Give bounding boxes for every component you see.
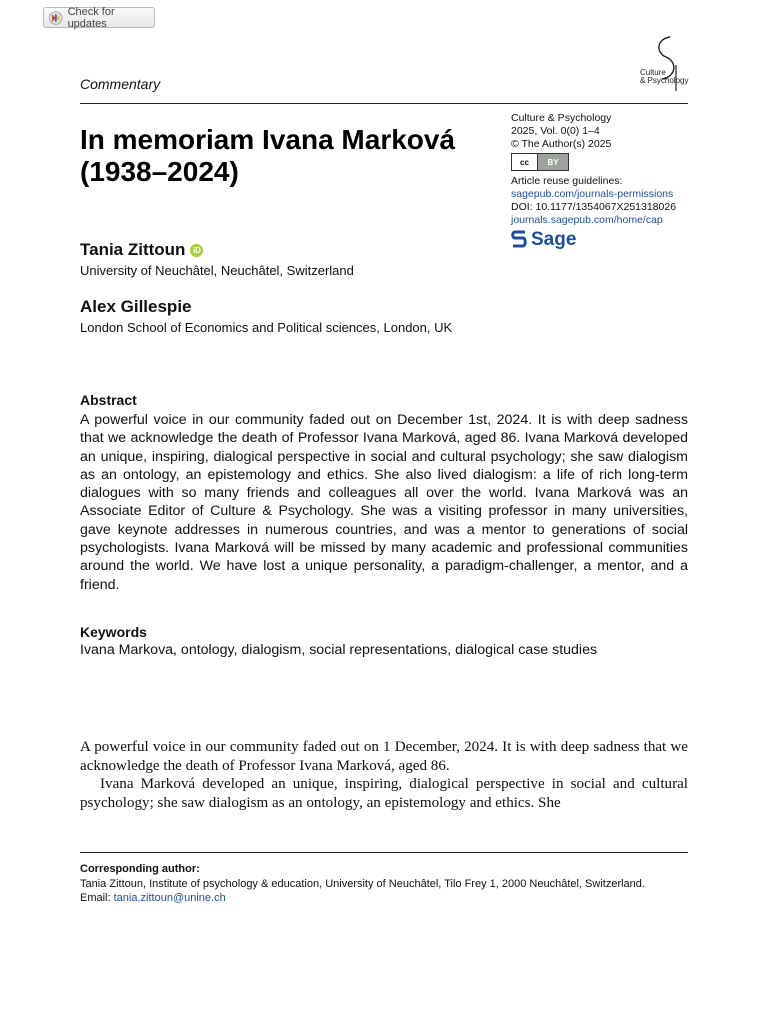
email-label: Email: [80, 892, 114, 904]
corresponding-address: Tania Zittoun, Institute of psychology & education, University of Neuchâtel, Tilo Frey 1, 2000 Neuchâtel, Switzerland. [80, 877, 645, 890]
header-rule [80, 103, 688, 104]
reuse-label: Article reuse guidelines: [511, 175, 623, 187]
body-paragraph: A powerful voice in our community faded out on 1 December, 2024. It is with deep sadness that we acknowledge the death of Professor Ivana Marková, aged 86. [80, 739, 688, 774]
doi: DOI: 10.1177/1354067X251318026 [511, 201, 677, 213]
author-name: Tania Zittoun [80, 240, 186, 259]
email-link[interactable]: tania.zittoun@unine.ch [113, 892, 226, 904]
article-title: In memoriam Ivana Marková (1938–2024) [80, 124, 456, 187]
by-icon: BY [538, 154, 568, 170]
reuse-link[interactable]: sagepub.com/journals-permissions [511, 188, 674, 200]
section-label: Commentary [80, 76, 161, 92]
author-2 [80, 297, 192, 317]
abstract-text: A powerful voice in our community faded out on December 1st, 2024. It is with deep sadness that we acknowledge the death of Professor Ivana Marková, aged 86. Ivana Marková developed an unique, inspiring, dialogical perspective in social and cultural psychology; she saw dialogism as an ontology, an epistemology and ethics. She also lived dialogism: a life of rich long-term dialogues with so many friends and colleagues all over the world. Ivana Marková was an Associate Editor of Culture & Psychology. She was a visiting professor in many universities, gave keynote addresses in numerous countries, and was a mentor to generations of social psychologists. Ivana Marková will be missed by many academic and professional communities around the world. We have lost a unique personality, a paradigm-challenger, a mentor, and a friend. [80, 412, 688, 593]
abstract-heading: Abstract [80, 392, 137, 408]
author-1 [80, 240, 203, 260]
journal-logo-text: Culture & Psychology [640, 68, 689, 85]
keywords-heading: Keywords [80, 624, 147, 640]
crossmark-icon [49, 11, 63, 25]
author-1-affiliation: University of Neuchâtel, Neuchâtel, Switzerland [80, 263, 354, 278]
author-name: Alex Gillespie [80, 297, 192, 316]
body-text [80, 738, 688, 813]
footnote-rule [80, 852, 688, 853]
author-2-affiliation: London School of Economics and Political sciences, London, UK [80, 320, 453, 335]
sage-s-icon [511, 230, 527, 248]
journal-link[interactable]: journals.sagepub.com/home/cap [511, 214, 663, 226]
cc-by-license-badge[interactable] [511, 153, 569, 171]
publisher-name: Sage [531, 228, 577, 250]
check-for-updates-button[interactable] [43, 7, 155, 28]
corresponding-author [80, 862, 688, 906]
corresponding-heading: Corresponding author: [80, 863, 200, 875]
cc-icon: cc [512, 154, 538, 170]
article-meta [511, 112, 696, 248]
sage-logo [511, 230, 696, 248]
volume-info: 2025, Vol. 0(0) 1–4 [511, 125, 600, 137]
copyright: © The Author(s) 2025 [511, 138, 612, 150]
journal-name: Culture & Psychology [511, 112, 612, 124]
keywords-text: Ivana Markova, ontology, dialogism, social representations, dialogical case studies [80, 642, 598, 658]
journal-logo [636, 35, 694, 93]
body-paragraph: Ivana Marková developed an unique, inspiring, dialogical perspective in social and cultural psychology; she saw dialogism as an ontology, an epistemology and ethics. She [80, 776, 688, 812]
corresponding-email-line [80, 891, 688, 906]
orcid-icon[interactable]: iD [190, 244, 203, 257]
check-for-updates-label: Check for updates [67, 5, 115, 30]
